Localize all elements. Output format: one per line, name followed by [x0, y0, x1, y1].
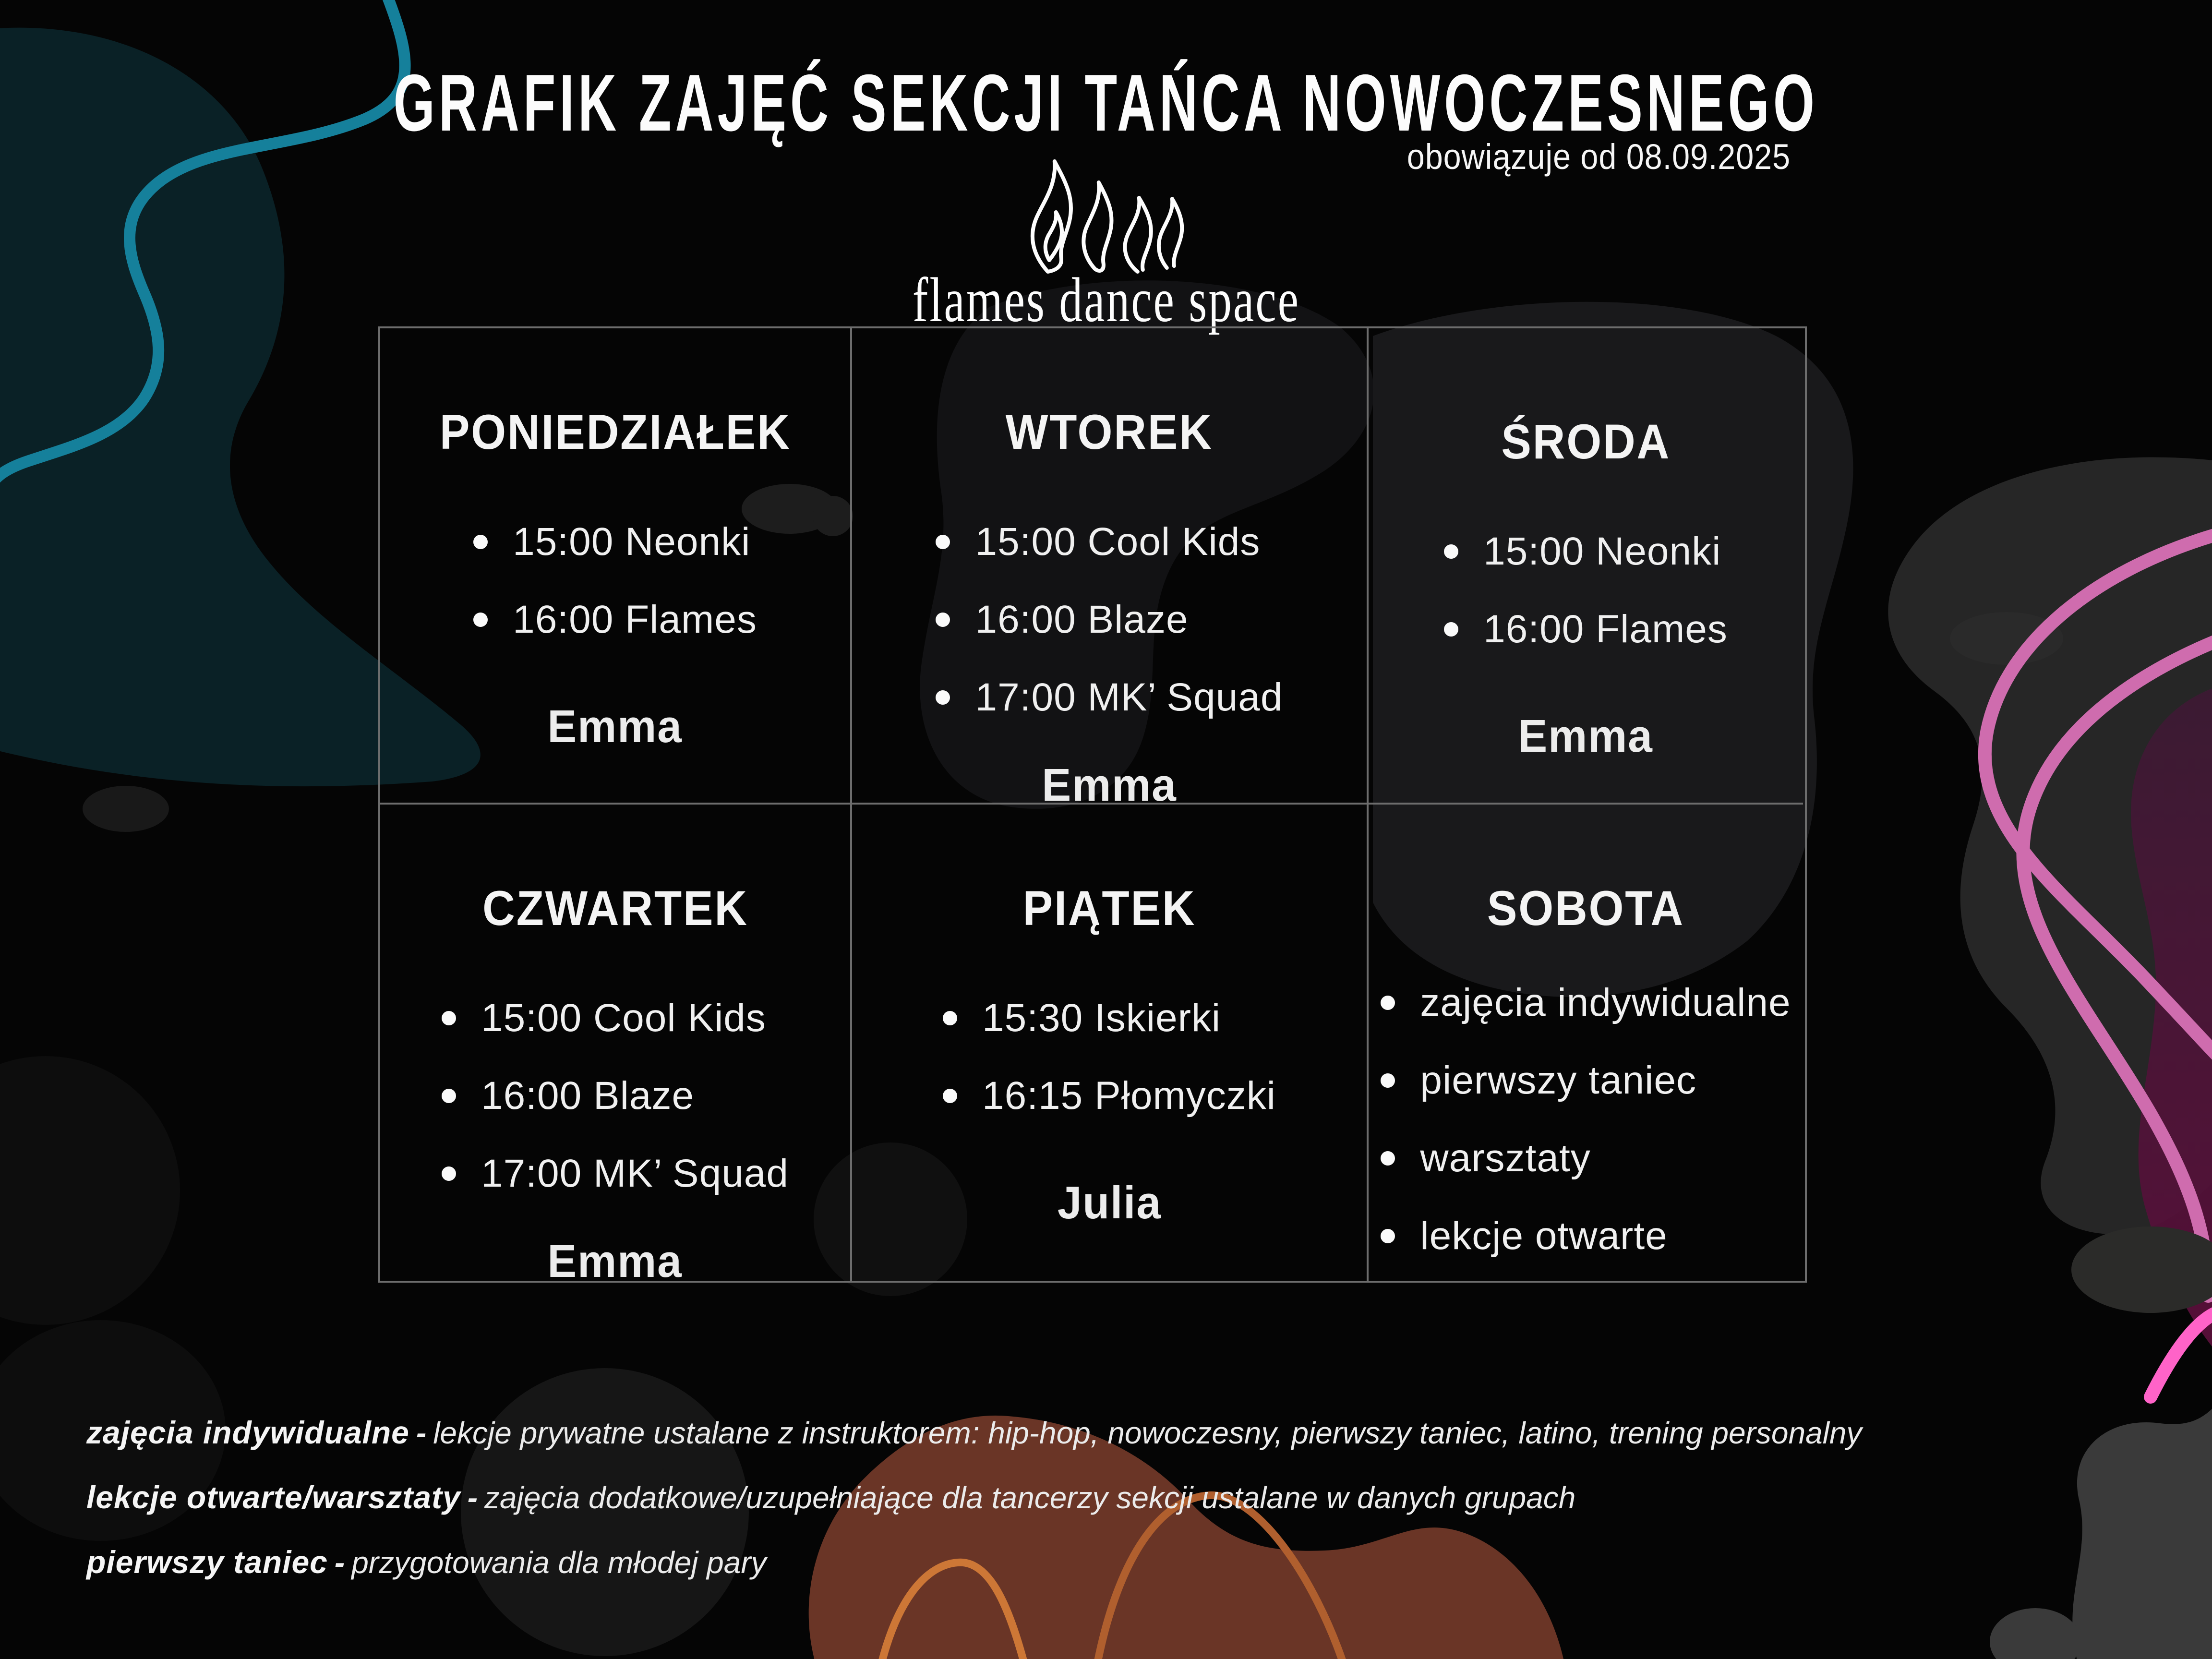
bullet-icon: [936, 690, 950, 705]
bullet-icon: [936, 535, 950, 549]
legend-description: zajęcia dodatkowe/uzupełniające dla tancerzy sekcji ustalane w danych grupach: [484, 1480, 1576, 1515]
class-item: 16:00 Flames: [1444, 604, 1728, 654]
legend-description: lekcje prywatne ustalane z instruktorem: hip-hop, nowoczesny, pierwszy taniec, latino, trening personalny: [433, 1416, 1862, 1450]
class-item: 16:00 Blaze: [936, 595, 1283, 645]
day-cell-czwartek: [380, 805, 852, 1287]
class-item: 15:00 Cool Kids: [442, 993, 789, 1043]
instructor-name: Emma: [547, 701, 683, 752]
legend-separator: -: [416, 1416, 427, 1450]
instructor-name: Emma: [547, 1236, 683, 1287]
legend-line: [86, 1405, 1862, 1469]
bullet-icon: [936, 613, 950, 627]
class-item: 15:00 Neonki: [1444, 527, 1728, 577]
page-title: GRAFIK ZAJĘĆ SEKCJI TAŃCA NOWOCZESNEGO: [393, 58, 1819, 148]
class-item: lekcje otwarte: [1381, 1211, 1791, 1261]
class-item: warsztaty: [1381, 1133, 1791, 1183]
legend: [86, 1405, 1862, 1599]
bullet-icon: [442, 1011, 456, 1025]
class-list: [943, 993, 1276, 1149]
bullet-icon: [1381, 1229, 1395, 1243]
class-item: 17:00 MK’ Squad: [442, 1149, 789, 1199]
legend-term: lekcje otwarte/warsztaty: [86, 1479, 461, 1515]
legend-term: pierwszy taniec: [86, 1544, 328, 1580]
bullet-icon: [1381, 1151, 1395, 1166]
bullet-icon: [943, 1011, 957, 1025]
legend-separator: -: [467, 1480, 478, 1515]
day-cell-sobota: [1369, 805, 1803, 1281]
class-item: 17:00 MK’ Squad: [936, 673, 1283, 722]
day-header: CZWARTEK: [482, 881, 748, 936]
day-header: SOBOTA: [1487, 881, 1685, 936]
class-item: 15:00 Cool Kids: [936, 517, 1283, 567]
class-item: pierwszy taniec: [1381, 1056, 1791, 1106]
class-list: [1381, 978, 1791, 1289]
instructor-name: Julia: [1057, 1177, 1162, 1228]
class-item: 15:00 Neonki: [473, 517, 757, 567]
class-item: zajęcia indywidualne: [1381, 978, 1791, 1028]
day-header: PONIEDZIAŁEK: [439, 405, 791, 459]
bullet-icon: [943, 1089, 957, 1103]
legend-line: [86, 1534, 1862, 1599]
legend-term: zajęcia indywidualne: [86, 1415, 409, 1450]
bullet-icon: [1381, 996, 1395, 1010]
bullet-icon: [442, 1166, 456, 1181]
day-header: PIĄTEK: [1022, 881, 1196, 936]
legend-separator: -: [334, 1545, 345, 1580]
bullet-icon: [473, 613, 488, 627]
class-list: [442, 993, 789, 1226]
bullet-icon: [442, 1089, 456, 1103]
legend-description: przygotowania dla młodej pary: [351, 1545, 767, 1580]
class-list: [936, 517, 1283, 750]
bullet-icon: [1444, 544, 1458, 559]
instructor-name: Emma: [1042, 759, 1177, 811]
bullet-icon: [1381, 1073, 1395, 1088]
schedule-table: [378, 326, 1807, 1287]
day-cell-poniedzialek: [380, 328, 852, 805]
flames-icon: [991, 155, 1212, 275]
day-cell-piatek: [852, 805, 1369, 1281]
day-header: ŚRODA: [1501, 414, 1671, 469]
effective-date: obowiązuje od 08.09.2025: [1407, 137, 1791, 177]
class-item: 16:00 Flames: [473, 595, 757, 645]
class-item: 16:15 Płomyczki: [943, 1071, 1276, 1121]
class-list: [1444, 527, 1728, 682]
legend-line: [86, 1469, 1862, 1534]
bullet-icon: [1444, 622, 1458, 637]
day-cell-sroda: [1369, 328, 1803, 805]
class-list: [473, 517, 757, 673]
bullet-icon: [473, 535, 488, 549]
logo-wordmark: flames dance space: [912, 264, 1300, 335]
day-header: WTOREK: [1006, 405, 1213, 459]
day-cell-wtorek: [852, 328, 1369, 811]
class-item: 15:30 Iskierki: [943, 993, 1276, 1043]
instructor-name: Emma: [1518, 710, 1654, 762]
class-item: 16:00 Blaze: [442, 1071, 789, 1121]
